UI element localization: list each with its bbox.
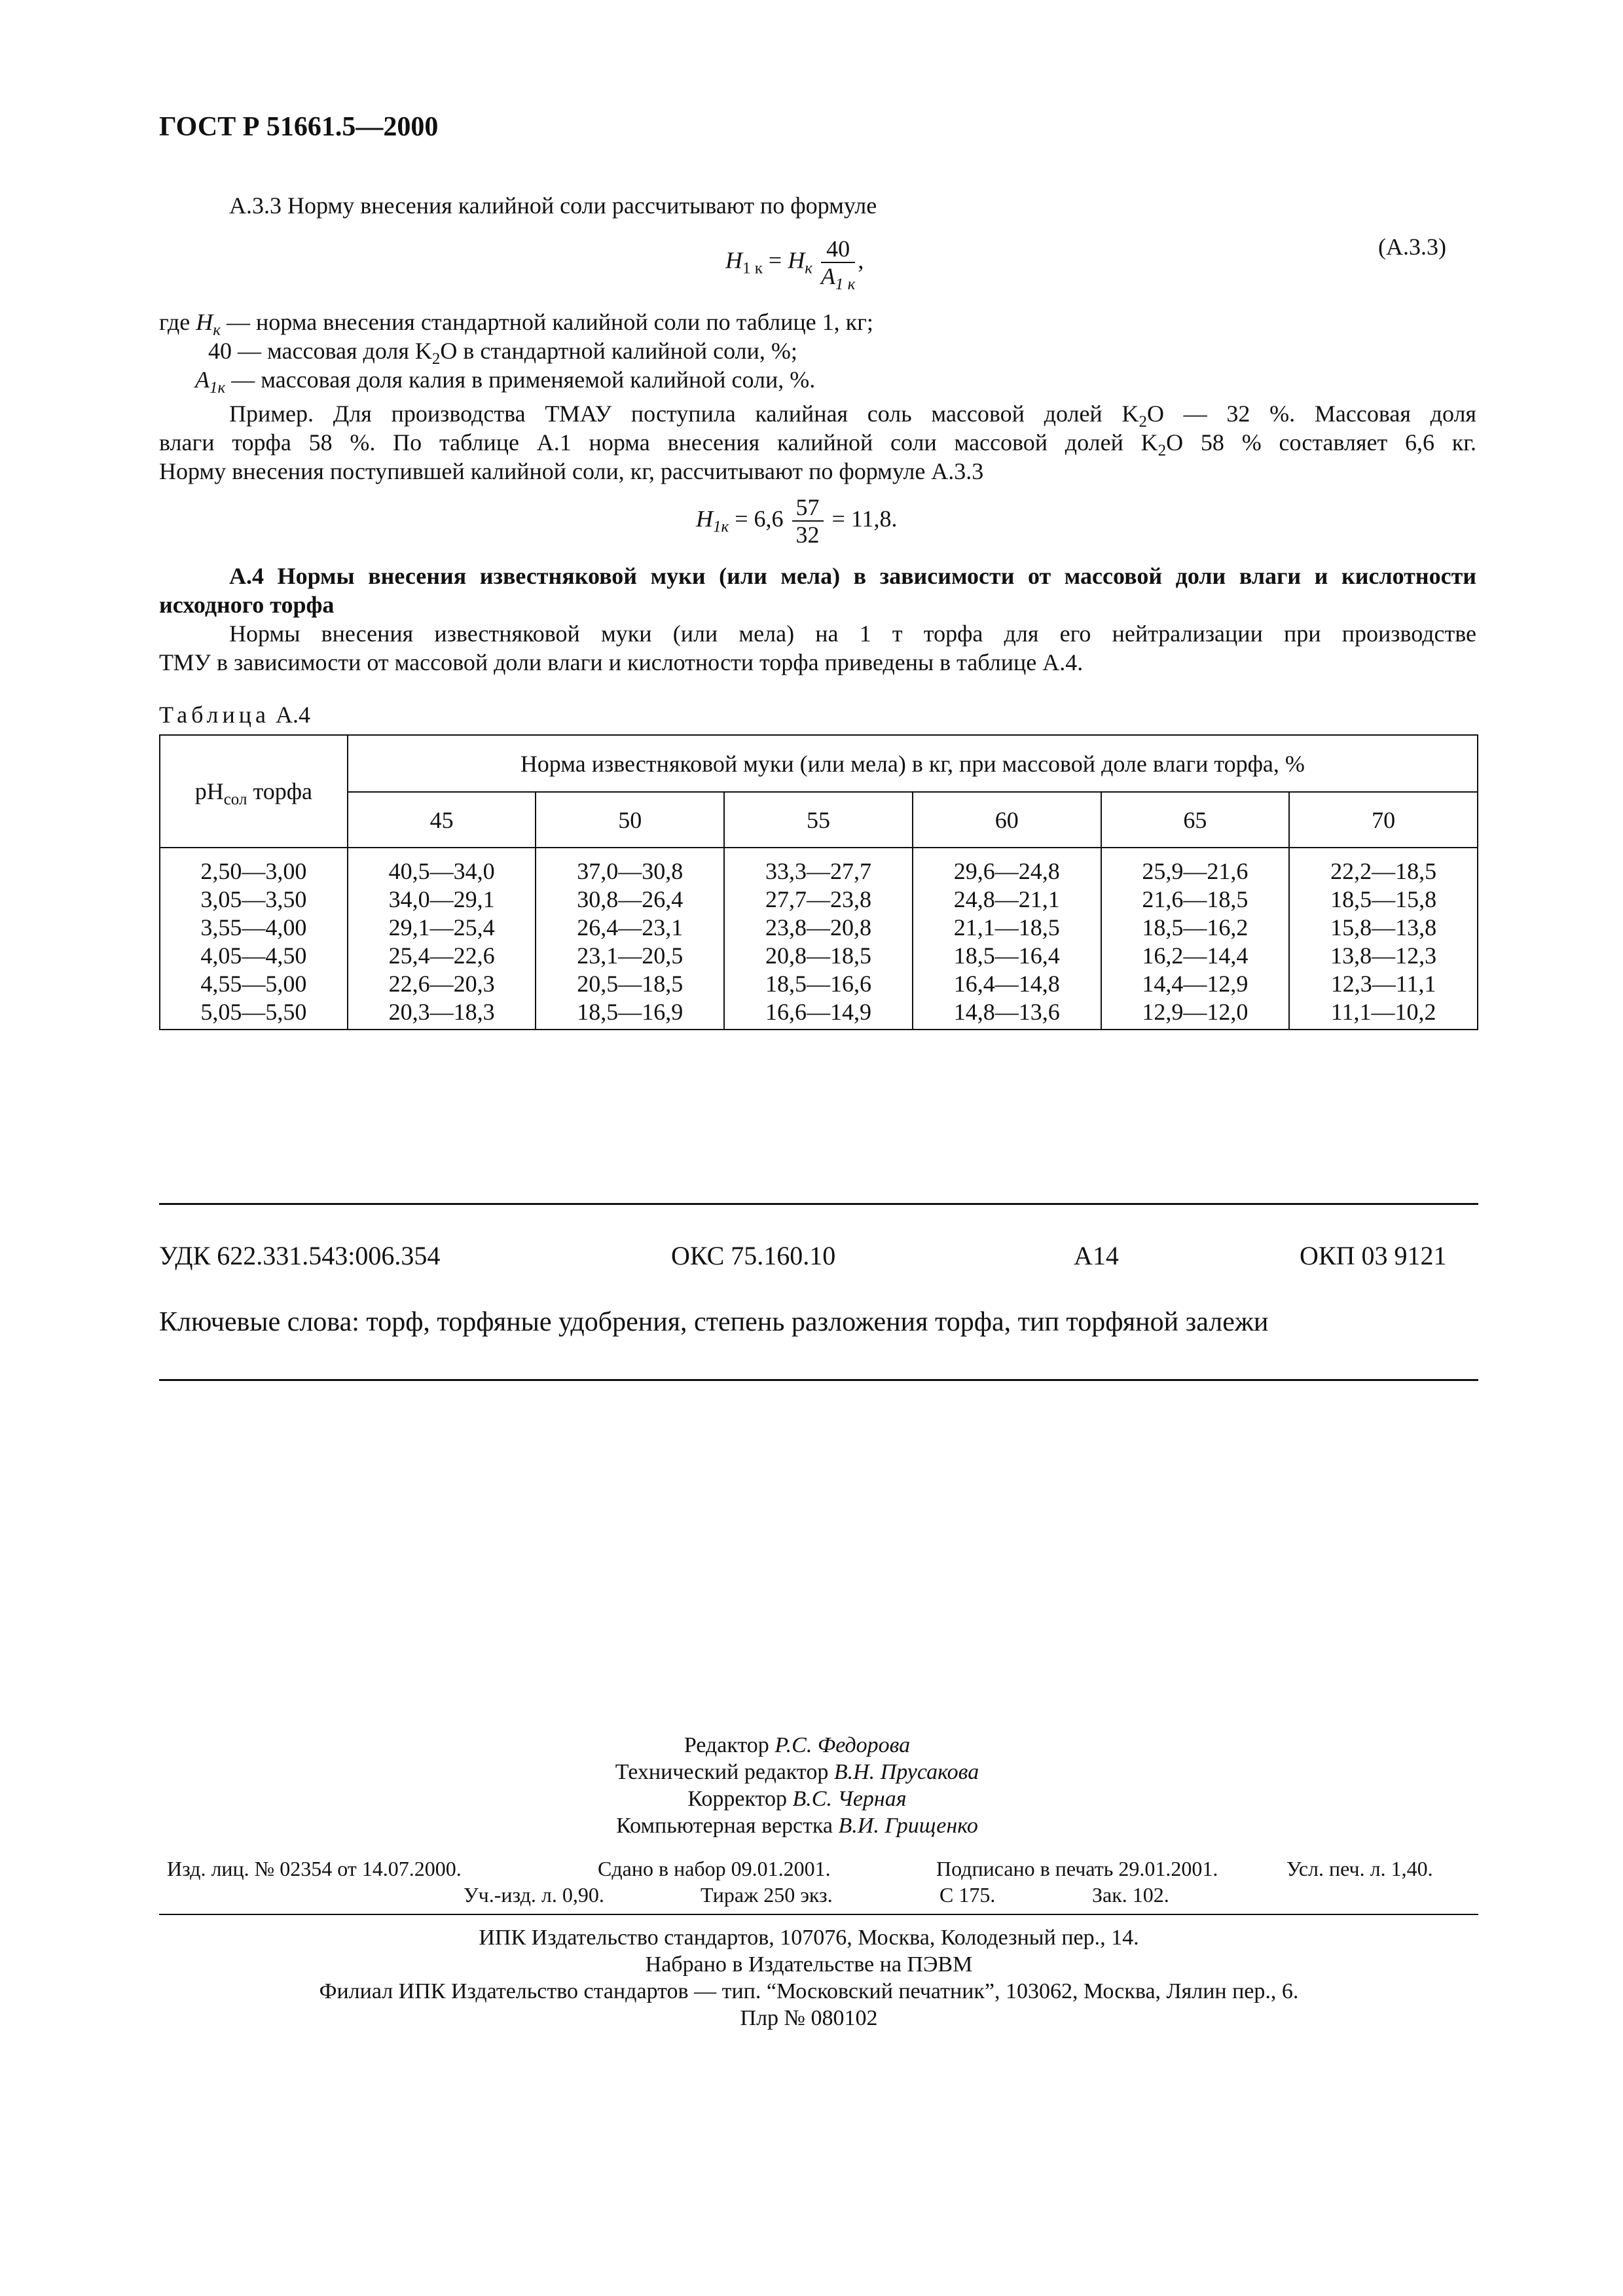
- table-cell: 18,5—16,4: [913, 942, 1101, 970]
- table-row: [160, 942, 1478, 970]
- table-cell: 33,3—27,7: [724, 848, 913, 886]
- license: Изд. лиц. № 02354 от 14.07.2000.: [167, 1857, 462, 1880]
- branch-line: Филиал ИПК Издательство стандартов — тип. “Московский печатник”, 103062, Москва, Лялин пер., 6.: [319, 1979, 1299, 2003]
- table-cell: 18,5—16,6: [724, 970, 913, 998]
- imprint-divider: [159, 1914, 1478, 1915]
- where-line-2: 40 — массовая доля $K_2O$ в стандартной калийной соли, %;: [208, 338, 797, 368]
- formula-numerator: 40: [821, 236, 855, 263]
- table-row: [160, 914, 1478, 942]
- publisher-block: [0, 1924, 1623, 2032]
- layout-line: Компьютерная верстка В.И. Грищенко: [616, 1814, 978, 1838]
- table-cell: 16,2—14,4: [1101, 942, 1290, 970]
- table-cell: 23,8—20,8: [724, 914, 913, 942]
- editors-block: [0, 1732, 1623, 1839]
- typeset-line: Набрано в Издательстве на ПЭВМ: [645, 1952, 973, 1977]
- table-cell: 30,8—26,4: [536, 886, 724, 914]
- formula-example: $Н_{1к} = 6,6$ $\frac{57}{32}$ = 11,8.: [696, 494, 898, 548]
- formula-lhs-letter: Н: [725, 247, 742, 274]
- group-code: А14: [1074, 1241, 1119, 1270]
- table-cell: 34,0—29,1: [348, 886, 536, 914]
- table-cell: 15,8—13,8: [1289, 914, 1478, 942]
- table-ph-cell: 2,50—3,00: [160, 848, 348, 886]
- corrector-line: Корректор В.С. Черная: [687, 1787, 907, 1811]
- print-sheets: Усл. печ. л. 1,40.: [1286, 1857, 1433, 1880]
- table-cell: 29,6—24,8: [913, 848, 1101, 886]
- table-cell: 11,1—10,2: [1289, 998, 1478, 1030]
- c-number: С 175.: [939, 1883, 996, 1907]
- table-cell: 12,3—11,1: [1289, 970, 1478, 998]
- table-body: [160, 735, 1478, 1030]
- table-column-header: 65: [1101, 792, 1290, 848]
- table-column-header: 60: [913, 792, 1101, 848]
- where-line-3: $А_{1к}$ — массовая доля калия в применяемой калийной соли, %.: [195, 367, 816, 397]
- formula-rhs-sub: к: [805, 259, 812, 278]
- table-ph-cell: 4,05—4,50: [160, 942, 348, 970]
- table-cell: 37,0—30,8: [536, 848, 724, 886]
- table-cell: 27,7—23,8: [724, 886, 913, 914]
- section-a33-intro: А.3.3 Норму внесения калийной соли рассчитывают по формуле: [229, 192, 877, 219]
- table-row: [160, 998, 1478, 1030]
- table-header-row: [160, 735, 1478, 792]
- table-ph-cell: 5,05—5,50: [160, 998, 348, 1030]
- table-cell: 22,2—18,5: [1289, 848, 1478, 886]
- table-cell: 13,8—12,3: [1289, 942, 1478, 970]
- table-column-header: 55: [724, 792, 913, 848]
- formula-denominator: $А_{1 к}$: [820, 263, 856, 293]
- formula-eq: =: [768, 247, 782, 274]
- table-cell: 29,1—25,4: [348, 914, 536, 942]
- table-cell: 14,4—12,9: [1101, 970, 1290, 998]
- example-line-2: влаги торфа 58 %. По таблице А.1 норма внесения калийной соли массовой долей $K_2O$ 58 % составляет 6,6 кг.: [159, 429, 1476, 459]
- table-cell: 23,1—20,5: [536, 942, 724, 970]
- formula-lhs-sub: 1 к: [742, 259, 763, 278]
- standard-header: ГОСТ Р 51661.5—2000: [159, 112, 439, 142]
- table-group-header: Норма известняковой муки (или мела) в кг, при массовой доле влаги торфа, %: [348, 735, 1478, 792]
- table-ph-header: $pH_{сол}$ торфа: [160, 735, 348, 848]
- example-line-1: Пример. Для производства ТМАУ поступила калийная соль массовой долей $K_2O$ — 32 %. Массовая доля: [229, 401, 1476, 431]
- oks-code: ОКС 75.160.10: [671, 1241, 836, 1270]
- table-column-header: 50: [536, 792, 724, 848]
- section-a4-heading-1: А.4 Нормы внесения известняковой муки (или мела) в зависимости от массовой доли влаги и кислотности: [229, 563, 1476, 589]
- table-caption: Таблица А.4: [159, 702, 310, 728]
- table-cell: 16,4—14,8: [913, 970, 1101, 998]
- keywords: Ключевые слова: торф, торфяные удобрения, степень разложения торфа, тип торфяной залежи: [159, 1307, 1269, 1337]
- formula-example-fraction: $\frac{57}{32}$: [792, 494, 824, 548]
- section-a4-heading-2: исходного торфа: [159, 592, 335, 618]
- table-column-header: 45: [348, 792, 536, 848]
- table-column-header: 70: [1289, 792, 1478, 848]
- divider-top: [159, 1203, 1478, 1205]
- okp-code: ОКП 03 9121: [1300, 1241, 1447, 1270]
- sent-date: Сдано в набор 09.01.2001.: [598, 1857, 831, 1880]
- section-a4-para-1: Нормы внесения известняковой муки (или мела) на 1 т торфа для его нейтрализации при производстве: [229, 620, 1476, 647]
- signed-date: Подписано в печать 29.01.2001.: [936, 1857, 1218, 1880]
- table-cell: 16,6—14,9: [724, 998, 913, 1030]
- udk-code: УДК 622.331.543:006.354: [159, 1241, 441, 1270]
- table-cell: 20,5—18,5: [536, 970, 724, 998]
- table-cell: 21,6—18,5: [1101, 886, 1290, 914]
- formula-fraction: [820, 236, 856, 293]
- table-ph-cell: 3,05—3,50: [160, 886, 348, 914]
- example-line-3: Норму внесения поступившей калийной соли, кг, рассчитывают по формуле А.3.3: [159, 458, 984, 484]
- pub-sheets: Уч.-изд. л. 0,90.: [464, 1883, 604, 1907]
- table-cell: 20,8—18,5: [724, 942, 913, 970]
- table-cell: 25,9—21,6: [1101, 848, 1290, 886]
- order-number: Зак. 102.: [1092, 1883, 1169, 1907]
- circulation: Тираж 250 экз.: [701, 1883, 833, 1907]
- table-cell: 18,5—16,2: [1101, 914, 1290, 942]
- editor-line: Редактор Р.С. Федорова: [684, 1733, 911, 1757]
- table-cell: 40,5—34,0: [348, 848, 536, 886]
- where-line-1: где $Н_к$ — норма внесения стандартной калийной соли по таблице 1, кг;: [159, 309, 873, 339]
- table-cell: 21,1—18,5: [913, 914, 1101, 942]
- table-cell: 26,4—23,1: [536, 914, 724, 942]
- formula-rhs-letter: Н: [788, 247, 805, 274]
- table-cell: 25,4—22,6: [348, 942, 536, 970]
- table-cell: 24,8—21,1: [913, 886, 1101, 914]
- table-ph-cell: 4,55—5,00: [160, 970, 348, 998]
- publisher-line: ИПК Издательство стандартов, 107076, Москва, Колодезный пер., 14.: [479, 1926, 1139, 1950]
- table-cell: 18,5—15,8: [1289, 886, 1478, 914]
- formula-number: (А.3.3): [1378, 234, 1446, 260]
- table-cell: 18,5—16,9: [536, 998, 724, 1030]
- table-cell: 14,8—13,6: [913, 998, 1101, 1030]
- table-row: [160, 886, 1478, 914]
- formula-tail: ,: [858, 247, 864, 274]
- table-cell: 12,9—12,0: [1101, 998, 1290, 1030]
- table-columns-row: [160, 792, 1478, 848]
- plr-line: Плр № 080102: [740, 2006, 878, 2030]
- table-a4: [159, 734, 1478, 1030]
- table-row: [160, 848, 1478, 886]
- formula-a33: [725, 236, 864, 293]
- tech-editor-line: Технический редактор В.Н. Прусакова: [615, 1760, 979, 1784]
- table-row: [160, 970, 1478, 998]
- table-ph-cell: 3,55—4,00: [160, 914, 348, 942]
- divider-bottom: [159, 1379, 1478, 1381]
- section-a4-para-2: ТМУ в зависимости от массовой доли влаги и кислотности торфа приведены в таблице А.4.: [159, 649, 1084, 675]
- table-cell: 20,3—18,3: [348, 998, 536, 1030]
- table-cell: 22,6—20,3: [348, 970, 536, 998]
